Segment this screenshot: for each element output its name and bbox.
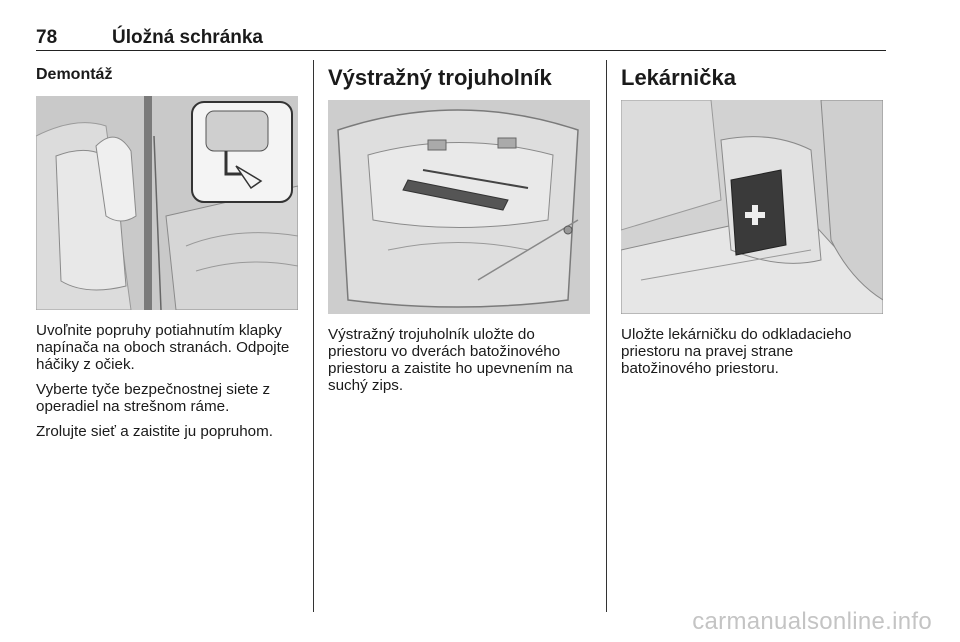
paragraph: Uložte lekárničku do odkladacieho priestoru na pravej strane batožinového priestoru. bbox=[621, 326, 852, 377]
paragraph: Vyberte tyče bezpečnostnej siete z operadiel na strešnom ráme. bbox=[36, 381, 271, 415]
illustration-first-aid-kit-compartment bbox=[621, 100, 883, 314]
paragraph: Zrolujte sieť a zaistite ju popruhom. bbox=[36, 423, 273, 440]
column-first-aid-kit bbox=[621, 60, 886, 385]
section-heading-removal: Demontáž bbox=[36, 66, 113, 83]
section-heading-first-aid-kit: Lekárnička bbox=[621, 65, 736, 90]
column-divider-2 bbox=[606, 60, 607, 612]
paragraph: Uvoľnite popruhy potiahnutím klapky napínača na oboch stranách. Odpojte háčiky z očiek. bbox=[36, 322, 290, 373]
column-warning-triangle bbox=[328, 60, 593, 402]
page-number: 78 bbox=[36, 27, 58, 48]
illustration-tailgate-triangle-storage bbox=[328, 100, 590, 314]
illustration-cargo-net-removal bbox=[36, 96, 298, 310]
section-heading-warning-triangle: Výstražný trojuholník bbox=[328, 65, 552, 90]
watermark: carmanualsonline.info bbox=[692, 608, 932, 635]
column-divider-1 bbox=[313, 60, 314, 612]
column-removal bbox=[36, 60, 301, 448]
header-rule bbox=[36, 50, 886, 51]
paragraph: Výstražný trojuholník uložte do priestoru vo dverách batožinového priestoru a zaistite ho upevnením na suchý zips. bbox=[328, 326, 573, 394]
page-title: Úložná schránka bbox=[112, 27, 263, 48]
